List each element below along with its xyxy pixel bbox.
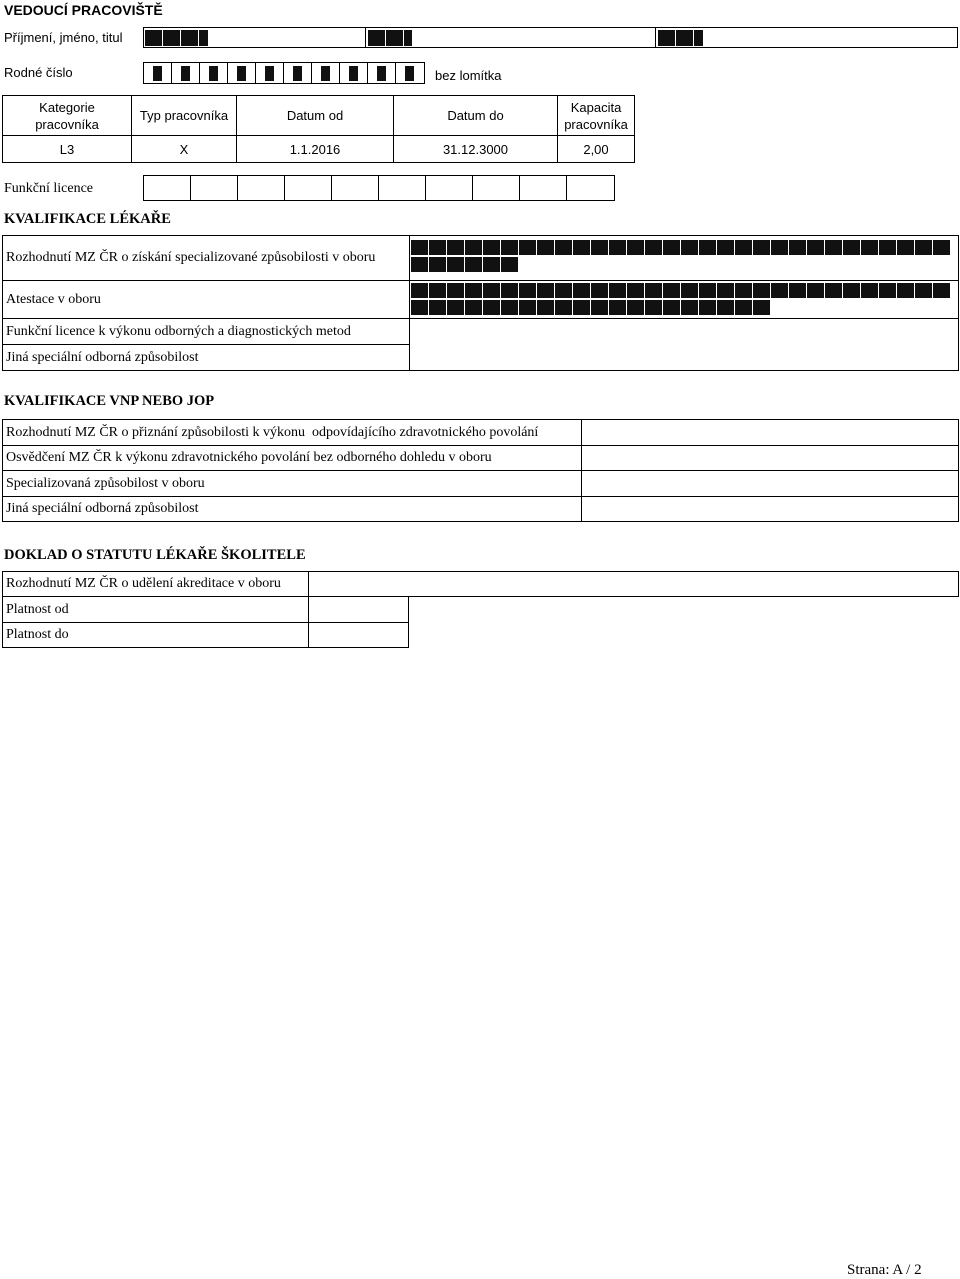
license-box	[519, 175, 567, 201]
table-row	[3, 319, 959, 345]
row-value	[309, 597, 409, 623]
doklad-skolitele-table	[2, 571, 959, 648]
section-title-kvalifikace-vnp: KVALIFIKACE VNP NEBO JOP	[4, 393, 215, 409]
license-box	[237, 175, 285, 201]
birth-number-digit-box	[143, 62, 172, 84]
header-cell-datum-od	[237, 96, 394, 136]
row-label: Jiná speciální odborná způsobilost	[3, 497, 582, 522]
redacted-atestace-line-1	[411, 283, 950, 298]
license-box	[472, 175, 520, 201]
empty-space	[409, 597, 959, 623]
license-label: Funkční licence	[4, 181, 94, 196]
row-label: Osvědčení MZ ČR k výkonu zdravotnického povolání bez odborného dohledu v oboru	[3, 446, 582, 471]
license-box	[190, 175, 238, 201]
row-label: Funkční licence k výkonu odborných a diagnostických metod	[3, 319, 410, 345]
row-label: Jiná speciální odborná způsobilost	[3, 345, 410, 371]
redacted-digit	[209, 66, 218, 81]
redacted-title	[658, 30, 703, 46]
license-box	[425, 175, 473, 201]
table-row	[3, 597, 959, 623]
row-value	[309, 623, 409, 648]
license-boxes	[143, 175, 616, 201]
table-header-row	[3, 96, 635, 136]
table-row	[3, 497, 959, 522]
birth-number-digit-box	[171, 62, 200, 84]
birth-number-digit-box	[283, 62, 312, 84]
license-box	[378, 175, 426, 201]
birth-number-digit-box	[339, 62, 368, 84]
table-row	[3, 446, 959, 471]
license-box	[566, 175, 615, 201]
birth-number-digit-box	[311, 62, 340, 84]
row-label: Atestace v oboru	[3, 281, 410, 319]
row-value	[582, 471, 959, 497]
header-cell-kategorie	[3, 96, 132, 136]
birth-number-label: Rodné číslo	[4, 65, 73, 80]
section-title-vedouci-pracoviste: VEDOUCÍ PRACOVIŠTĚ	[4, 2, 163, 18]
table-row	[3, 420, 959, 446]
header-label: Kategorie pracovníka	[35, 99, 99, 132]
cell-datum-od: 1.1.2016	[237, 136, 394, 163]
table-row	[3, 471, 959, 497]
row-label: Specializovaná způsobilost v oboru	[3, 471, 582, 497]
row-label: Rozhodnutí MZ ČR o udělení akreditace v oboru	[3, 572, 309, 597]
redacted-digit	[237, 66, 246, 81]
row-value	[309, 572, 959, 597]
license-box	[331, 175, 379, 201]
header-cell-typ	[132, 96, 237, 136]
row-label: Platnost od	[3, 597, 309, 623]
redacted-specialization-line-2	[411, 257, 519, 272]
header-label: Datum od	[286, 108, 344, 123]
birth-number-digit-box	[255, 62, 284, 84]
cell-typ: X	[132, 136, 237, 163]
row-label: Rozhodnutí MZ ČR o přiznání způsobilosti k výkonu odpovídajícího zdravotnického povolání	[3, 420, 582, 446]
table-row	[3, 572, 959, 597]
employee-category-table	[2, 95, 635, 163]
license-box	[284, 175, 332, 201]
row-value	[582, 497, 959, 522]
page-number: Strana: A / 2	[847, 1262, 922, 1278]
table-row	[3, 136, 635, 163]
header-label: Datum do	[447, 108, 504, 123]
cell-kapacita: 2,00	[558, 136, 635, 163]
redacted-digit	[377, 66, 386, 81]
redacted-digit	[153, 66, 162, 81]
cell-datum-do: 31.12.3000	[394, 136, 558, 163]
birth-number-digit-box	[367, 62, 396, 84]
birth-number-digit-box	[395, 62, 425, 84]
redacted-digit	[321, 66, 330, 81]
row-value	[410, 319, 959, 371]
header-cell-kapacita	[558, 96, 635, 136]
redacted-surname	[145, 30, 208, 46]
name-label: Příjmení, jméno, titul	[4, 30, 123, 45]
redacted-digit	[293, 66, 302, 81]
license-box	[143, 175, 191, 201]
redacted-specialization-line-1	[411, 240, 950, 255]
birth-number-digit-box	[227, 62, 256, 84]
redacted-digit	[405, 66, 414, 81]
birth-number-note: bez lomítka	[435, 68, 502, 83]
redacted-digit	[181, 66, 190, 81]
header-label: Typ pracovníka	[139, 108, 229, 123]
redacted-digit	[265, 66, 274, 81]
table-row	[3, 623, 959, 648]
birth-number-boxes	[143, 62, 427, 84]
kvalifikace-vnp-table	[2, 419, 959, 522]
birth-number-digit-box	[199, 62, 228, 84]
section-title-kvalifikace-lekare: KVALIFIKACE LÉKAŘE	[4, 211, 171, 227]
header-label: Kapacita pracovníka	[564, 99, 628, 132]
row-value	[582, 420, 959, 446]
row-label: Platnost do	[3, 623, 309, 648]
header-cell-datum-do	[394, 96, 558, 136]
row-label: Rozhodnutí MZ ČR o získání specializované způsobilosti v oboru	[3, 236, 410, 281]
section-title-doklad-skolitele: DOKLAD O STATUTU LÉKAŘE ŠKOLITELE	[4, 547, 306, 563]
redacted-firstname	[368, 30, 412, 46]
redacted-atestace-line-2	[411, 300, 770, 315]
redacted-digit	[349, 66, 358, 81]
empty-space	[409, 623, 959, 648]
row-value	[582, 446, 959, 471]
cell-kategorie: L3	[3, 136, 132, 163]
